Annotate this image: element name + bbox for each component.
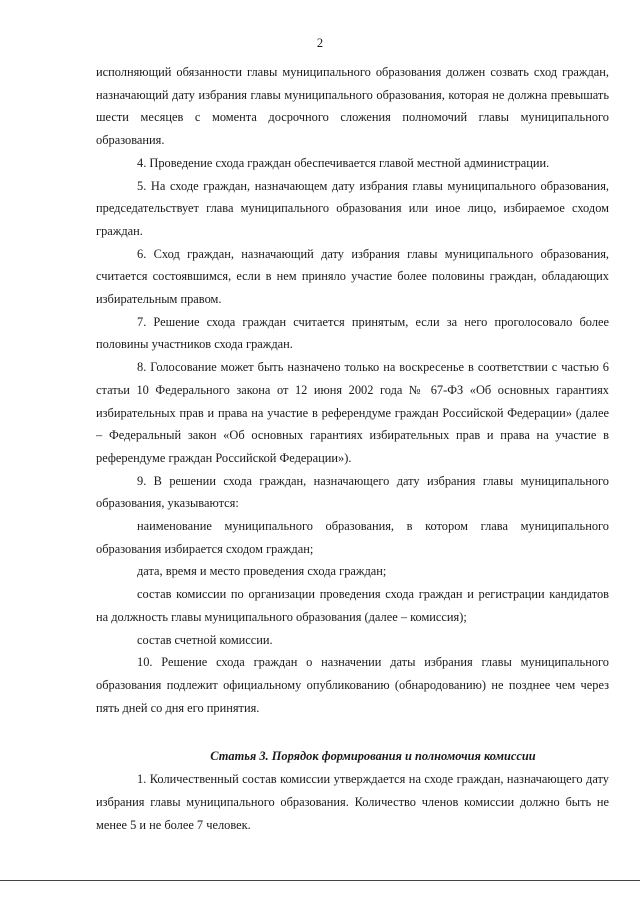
paragraph-6: 6. Сход граждан, назначающий дату избрания главы муниципального образования, считается состоявшимся, если в нем приняло участие более половины граждан, обладающих избирательным правом.	[96, 246, 609, 307]
article-heading: Статья 3. Порядок формирования и полномочия комиссии	[210, 749, 536, 764]
paragraph-5: 5. На сходе граждан, назначающем дату избрания главы муниципального образования, председательствует глава муниципального образования или иное лицо, избираемое сходом граждан.	[96, 178, 609, 238]
list-item: состав счетной комиссии.	[137, 632, 273, 647]
paragraph-continuation: исполняющий обязанности главы муниципального образования должен созвать сход граждан, назначающий дату избрания главы муниципального образования, которая не должна превышать шести месяцев с момента досрочного сложения полномочий главы муниципального образования.	[96, 65, 609, 148]
paragraph-8: 8. Голосование может быть назначено только на воскресенье в соответствии с частью 6 статьи 10 Федерального закона от 12 июня 2002 года № 67-ФЗ «Об основных гарантиях избирательных прав и права на участие в референдуме граждан Российской Федерации» (далее – Федеральный закон «Об основных гарантиях избирательных прав и права на участие в референдуме граждан Российской Федерации»).	[96, 360, 609, 465]
paragraph-9: 9. В решении схода граждан, назначающего дату избрания главы муниципального образования, указываются:	[96, 473, 609, 511]
list-item: наименование муниципального образования, в котором глава муниципального образования избирается сходом граждан;	[96, 519, 609, 556]
paragraph-4: 4. Проведение схода граждан обеспечивается главой местной администрации.	[137, 155, 550, 170]
article-paragraph-1: 1. Количественный состав комиссии утверждается на сходе граждан, назначающего дату избрания главы муниципального образования. Количество членов комиссии должно быть не менее 5 и не более 7 человек.	[96, 772, 609, 832]
list-item: состав комиссии по организации проведения схода граждан и регистрации кандидатов на должность главы муниципального образования (далее – комиссия);	[96, 587, 609, 624]
page-number: 2	[316, 36, 324, 50]
list-item: дата, время и место проведения схода граждан;	[137, 564, 387, 579]
paragraph-7: 7. Решение схода граждан считается принятым, если за него проголосовало более половины участников схода граждан.	[96, 314, 609, 352]
page-bottom-rule	[0, 880, 640, 881]
document-body	[96, 61, 609, 836]
paragraph-10: 10. Решение схода граждан о назначении даты избрания главы муниципального образования подлежит официальному опубликованию (обнародованию) не позднее чем через пять дней со дня его принятия.	[96, 655, 609, 715]
